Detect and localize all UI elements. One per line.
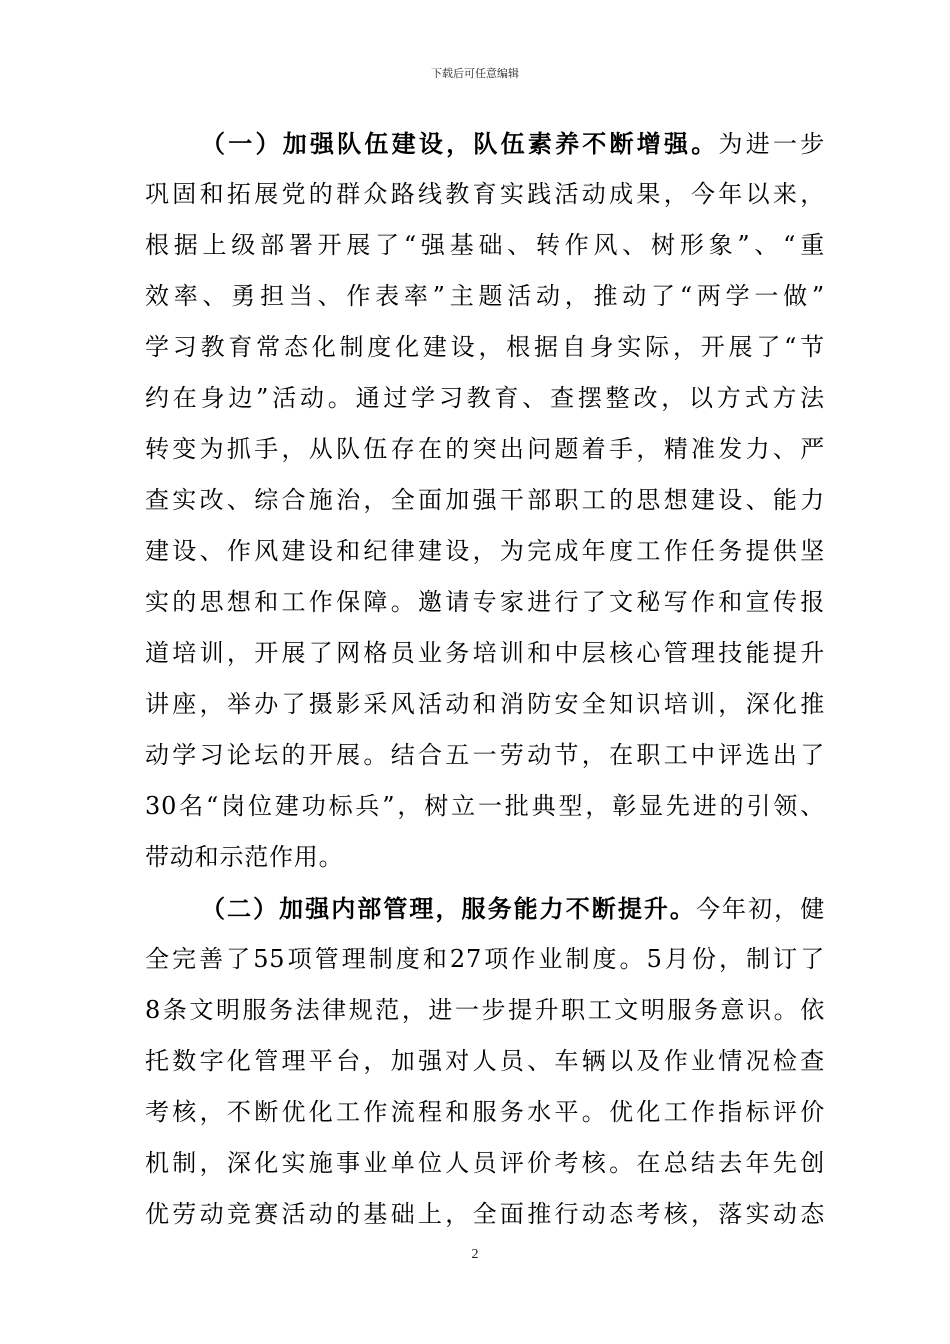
paragraph-2-line: 机制，深化实施事业单位人员评价考核。在总结去年先创 [145,1149,825,1177]
section-heading-1: （一）加强队伍建设，队伍素养不断增强。 [201,129,719,158]
page-number: 2 [471,1247,479,1262]
paragraph-2-text-start: 今年初，健 [696,895,826,923]
paragraph-1-line: 约在身边”活动。通过学习教育、查摆整改，以方式方法 [145,384,825,412]
paragraph-2-line: 考核，不断优化工作流程和服务水平。优化工作指标评价 [145,1098,825,1126]
paragraph-1-line: 讲座，举办了摄影采风活动和消防安全知识培训，深化推 [145,690,825,718]
section-heading-2: （二）加强内部管理，服务能力不断提升。 [201,894,696,923]
paragraph-2-line: 全完善了55项管理制度和27项作业制度。5月份，制订了 [145,945,825,973]
paragraph-1-line: 动学习论坛的开展。结合五一劳动节，在职工中评选出了 [145,741,825,769]
paragraph-2-line: 8条文明服务法律规范，进一步提升职工文明服务意识。依 [145,996,825,1024]
paragraph-1-line: 实的思想和工作保障。邀请专家进行了文秘写作和宣传报 [145,588,825,616]
paragraph-2-line: 托数字化管理平台，加强对人员、车辆以及作业情况检查 [145,1047,825,1075]
paragraph-1-line: 道培训，开展了网格员业务培训和中层核心管理技能提升 [145,639,825,667]
paragraph-1-line: 学习教育常态化制度化建设，根据自身实际，开展了“节 [145,333,825,361]
paragraph-1-line: 查实改、综合施治，全面加强干部职工的思想建设、能力 [145,486,825,514]
paragraph-2-line: 优劳动竞赛活动的基础上，全面推行动态考核，落实动态 [145,1200,825,1228]
header-note: 下载后可任意编辑 [431,67,519,80]
paragraph-1-line: 巩固和拓展党的群众路线教育实践活动成果，今年以来， [145,180,825,208]
paragraph-1-line: 根据上级部署开展了“强基础、转作风、树形象”、“重 [145,231,825,259]
paragraph-1-line: 转变为抓手，从队伍存在的突出问题着手，精准发力、严 [145,435,825,463]
paragraph-1-last-line: 带动和示范作用。 [145,843,344,871]
paragraph-1-line-1 [145,118,825,169]
paragraph-1-line: 30名“岗位建功标兵”，树立一批典型，彰显先进的引领、 [145,792,825,820]
paragraph-1-line: 建设、作风建设和纪律建设，为完成年度工作任务提供坚 [145,537,825,565]
document-body [145,118,825,1240]
paragraph-1-line: 效率、勇担当、作表率”主题活动，推动了“两学一做” [145,282,825,310]
paragraph-1-text-start: 为进一步 [718,130,825,158]
paragraph-2-line-1 [145,883,825,934]
